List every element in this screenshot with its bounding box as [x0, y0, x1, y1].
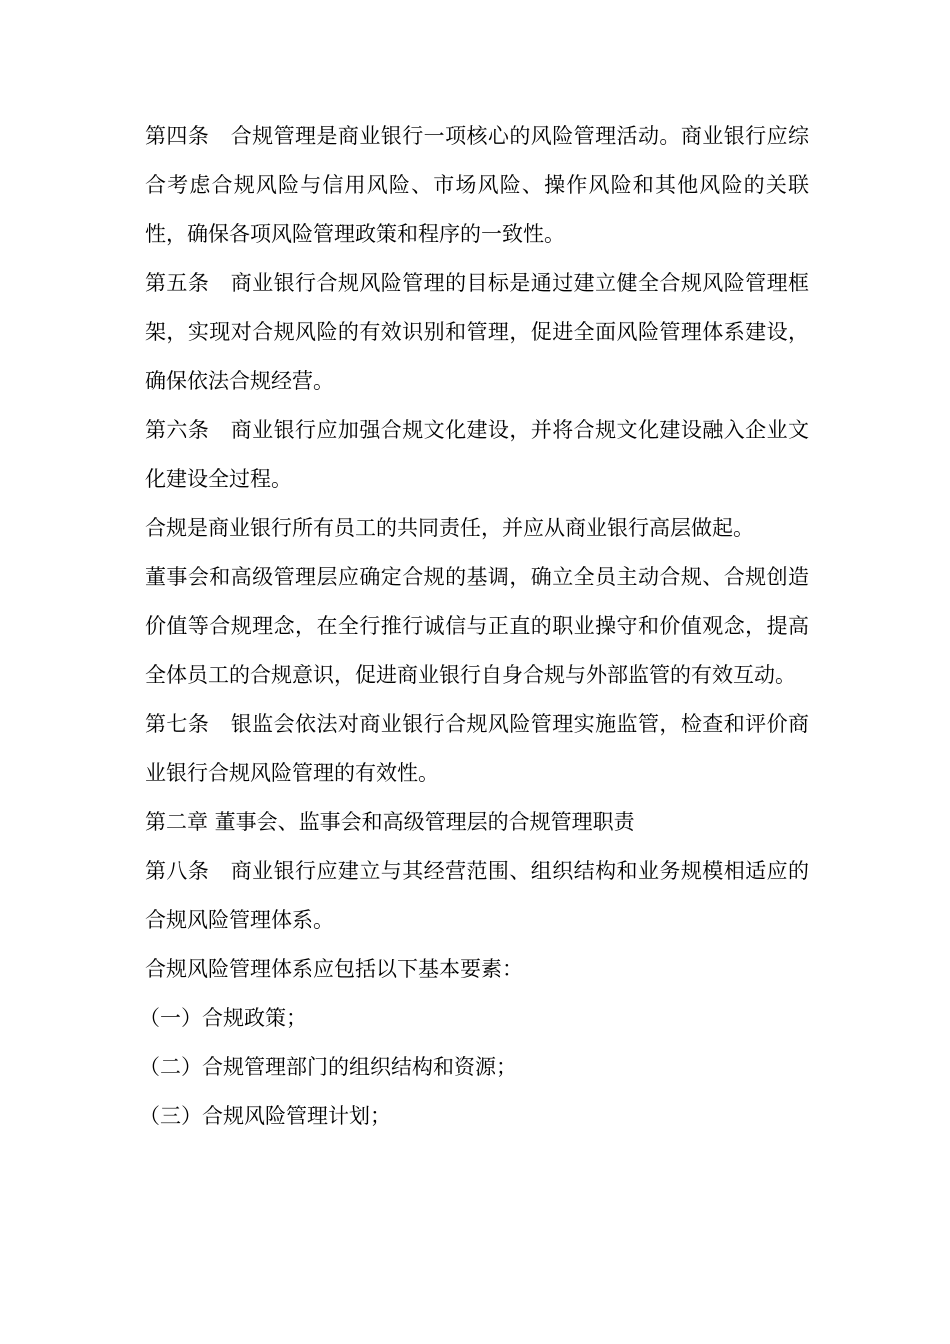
article-6-paragraph: 第六条 商业银行应加强合规文化建设，并将合规文化建设融入企业文化建设全过程。 — [145, 418, 809, 491]
board-tone-paragraph: 董事会和高级管理层应确定合规的基调，确立全员主动合规、合规创造价值等合规理念，在全行推行诚信与正直的职业操守和价值观念，提高全体员工的合规意识，促进商业银行自身合规与外部监管的有效互动。 — [145, 565, 809, 687]
article-7-paragraph: 第七条 银监会依法对商业银行合规风险管理实施监管，检查和评价商业银行合规风险管理的有效性。 — [145, 712, 809, 785]
article-8-paragraph: 第八条 商业银行应建立与其经营范围、组织结构和业务规模相适应的合规风险管理体系。 — [145, 859, 809, 932]
list-item: （二）合规管理部门的组织结构和资源； — [139, 1055, 517, 1079]
article-4-paragraph: 第四条 合规管理是商业银行一项核心的风险管理活动。商业银行应综合考虑合规风险与信用风险、市场风险、操作风险和其他风险的关联性，确保各项风险管理政策和程序的一致性。 — [145, 124, 809, 246]
document-body — [139, 112, 809, 1141]
article-5-paragraph: 第五条 商业银行合规风险管理的目标是通过建立健全合规风险管理框架，实现对合规风险的有效识别和管理，促进全面风险管理体系建设，确保依法合规经营。 — [145, 271, 809, 393]
compliance-responsibility-paragraph: 合规是商业银行所有员工的共同责任，并应从商业银行高层做起。 — [145, 516, 754, 540]
list-item: （一）合规政策； — [139, 1006, 307, 1030]
system-elements-intro: 合规风险管理体系应包括以下基本要素： — [145, 957, 523, 981]
list-item: （三）合规风险管理计划； — [139, 1104, 391, 1128]
chapter-2-heading: 第二章 董事会、监事会和高级管理层的合规管理职责 — [145, 810, 635, 834]
